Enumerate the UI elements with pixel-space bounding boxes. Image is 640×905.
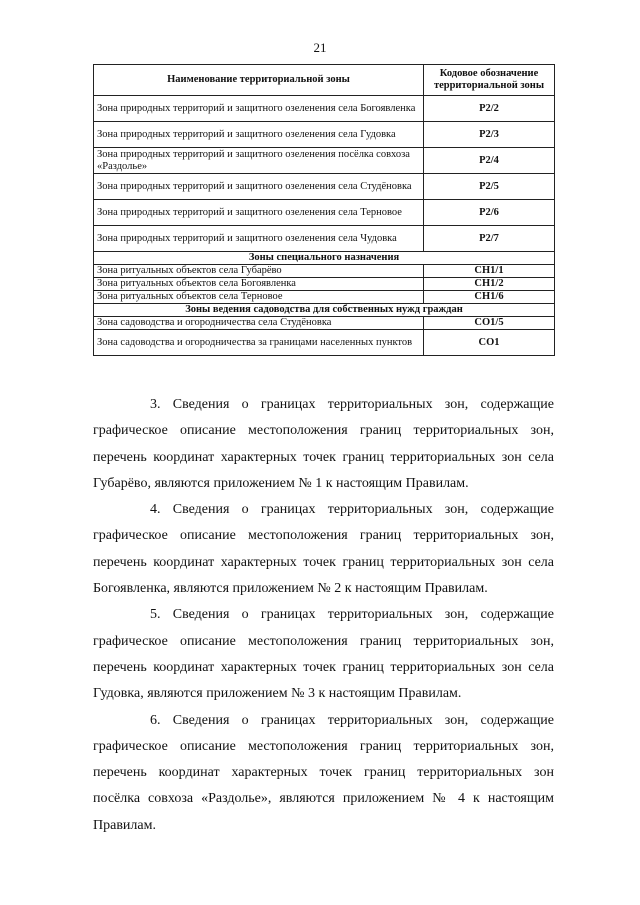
paragraph-6: 6. Сведения о границах территориальных зон, содержащие графическое описание местоположения границ территориальных зон, перечень координат характерных точек границ территориальных зон посёлка совхоза «Раздолье», являются приложением № 4 к настоящим Правилам. bbox=[93, 712, 554, 833]
zone-name-cell: Зона садоводства и огородничества села Студёновка bbox=[94, 317, 424, 330]
table-row bbox=[94, 122, 555, 148]
paragraph-4: 4. Сведения о границах территориальных зон, содержащие графическое описание местоположения границ территориальных зон, перечень координат характерных точек границ территориальных зон села Богоявленка, являются приложением № 2 к настоящим Правилам. bbox=[93, 502, 554, 597]
table-header-row bbox=[94, 65, 555, 96]
zone-name-cell: Зона садоводства и огородничества за границами населенных пунктов bbox=[94, 330, 424, 356]
table-section-row bbox=[94, 252, 555, 265]
zone-code-cell: Р2/7 bbox=[424, 226, 555, 252]
table-row bbox=[94, 148, 555, 174]
section-heading: Зоны ведения садоводства для собственных нужд граждан bbox=[94, 304, 555, 317]
zone-code-cell: СО1/5 bbox=[424, 317, 555, 330]
table-row bbox=[94, 265, 555, 278]
paragraph-5: 5. Сведения о границах территориальных зон, содержащие графическое описание местоположения границ территориальных зон, перечень координат характерных точек границ территориальных зон села Гудовка, являются приложением № 3 к настоящим Правилам. bbox=[93, 607, 554, 702]
zone-code-cell: СО1 bbox=[424, 330, 555, 356]
table-row bbox=[94, 317, 555, 330]
body-text bbox=[93, 392, 554, 839]
zone-name-cell: Зона ритуальных объектов села Губарёво bbox=[94, 265, 424, 278]
table-row bbox=[94, 96, 555, 122]
zone-name-cell: Зона природных территорий и защитного озеленения посёлка совхоза «Раздолье» bbox=[94, 148, 424, 174]
table-row bbox=[94, 174, 555, 200]
paragraph-3: 3. Сведения о границах территориальных зон, содержащие графическое описание местоположения границ территориальных зон, перечень координат характерных точек границ территориальных зон села Губарёво, являются приложением № 1 к настоящим Правилам. bbox=[93, 397, 554, 491]
table-row bbox=[94, 330, 555, 356]
zone-name-cell: Зона природных территорий и защитного озеленения села Терновое bbox=[94, 200, 424, 226]
zone-code-cell: Р2/6 bbox=[424, 200, 555, 226]
zone-code-cell: СН1/2 bbox=[424, 278, 555, 291]
table-row bbox=[94, 200, 555, 226]
column-header-zone-name: Наименование территориальной зоны bbox=[94, 65, 424, 96]
zone-code-cell: Р2/2 bbox=[424, 96, 555, 122]
zone-code-cell: СН1/6 bbox=[424, 291, 555, 304]
column-header-zone-code: Кодовое обозначение территориальной зоны bbox=[424, 65, 555, 96]
section-heading: Зоны специального назначения bbox=[94, 252, 555, 265]
zone-code-cell: Р2/4 bbox=[424, 148, 555, 174]
zone-name-cell: Зона природных территорий и защитного озеленения села Чудовка bbox=[94, 226, 424, 252]
zone-code-cell: Р2/3 bbox=[424, 122, 555, 148]
table-row bbox=[94, 291, 555, 304]
zone-name-cell: Зона природных территорий и защитного озеленения села Студёновка bbox=[94, 174, 424, 200]
zone-name-cell: Зона ритуальных объектов села Богоявленка bbox=[94, 278, 424, 291]
table-row bbox=[94, 226, 555, 252]
zone-code-cell: Р2/5 bbox=[424, 174, 555, 200]
zone-name-cell: Зона природных территорий и защитного озеленения села Гудовка bbox=[94, 122, 424, 148]
table-section-row bbox=[94, 304, 555, 317]
zone-code-cell: СН1/1 bbox=[424, 265, 555, 278]
page-number: 21 bbox=[313, 40, 327, 55]
table-row bbox=[94, 278, 555, 291]
zone-name-cell: Зона ритуальных объектов села Терновое bbox=[94, 291, 424, 304]
zone-name-cell: Зона природных территорий и защитного озеленения села Богоявленка bbox=[94, 96, 424, 122]
zones-table bbox=[93, 64, 555, 356]
